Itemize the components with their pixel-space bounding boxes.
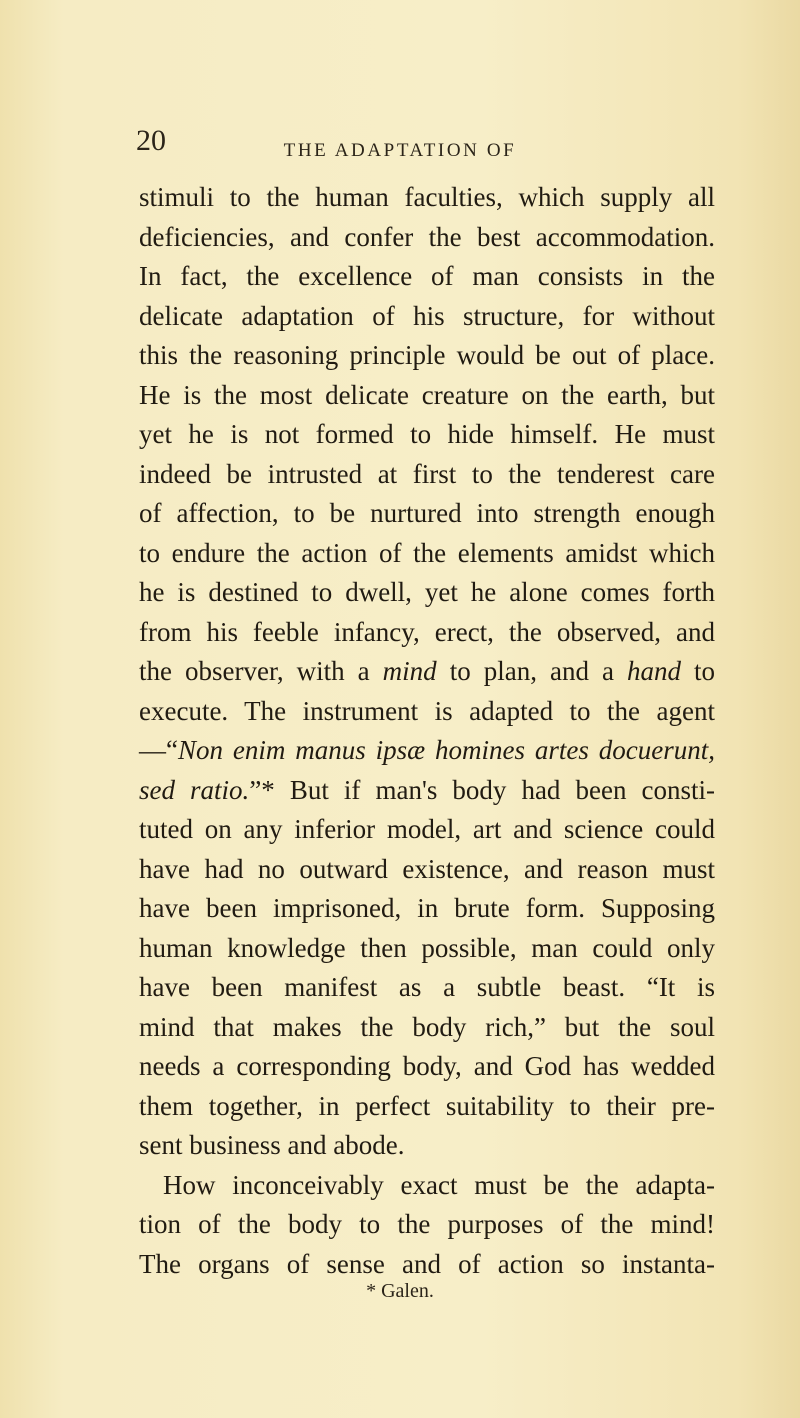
emphasis-mind: mind [382, 656, 437, 686]
text-line: The organs of sense and of action so instanta- [139, 1248, 715, 1279]
latin-quote: Non enim manus ipsæ homines artes docuerunt, [177, 735, 715, 765]
text-line: to endure the action of the elements amidst which [139, 537, 715, 568]
footnote: * Galen. [366, 1280, 434, 1302]
text-line: How inconceivably exact must be the adapta- [163, 1169, 715, 1200]
text-line: indeed be intrusted at first to the tenderest care [139, 458, 715, 489]
text-line: he is destined to dwell, yet he alone comes forth [139, 577, 715, 607]
text-line: In fact, the excellence of man consists in the [139, 261, 715, 291]
text-line: execute. The instrument is adapted to the agent [139, 695, 715, 726]
text-line: the observer, with a mind to plan, and a hand to [139, 656, 715, 686]
running-head: THE ADAPTATION OF [283, 140, 517, 161]
text-line: them together, in perfect suitability to their pre- [139, 1090, 715, 1121]
text-line: deficiencies, and confer the best accommodation. [139, 221, 715, 252]
text-line: from his feeble infancy, erect, the observed, and [139, 616, 715, 647]
page-number: 20 [136, 124, 166, 157]
text-line: of affection, to be nurtured into strength enough [139, 498, 715, 528]
text-line: have been imprisoned, in brute form. Supposing [139, 893, 715, 923]
text-line: yet he is not formed to hide himself. He must [139, 419, 715, 449]
text-line: tuted on any inferior model, art and science could [139, 814, 715, 844]
text-line: delicate adaptation of his structure, for without [139, 300, 715, 331]
text-line: He is the most delicate creature on the earth, but [139, 379, 715, 410]
text-line: sed ratio.”* But if man's body had been consti- [139, 774, 715, 805]
emphasis-hand: hand [626, 656, 681, 686]
text-line: have been manifest as a subtle beast. “It is [139, 972, 715, 1002]
text-line: have had no outward existence, and reason must [139, 853, 715, 884]
text-line: —“Non enim manus ipsæ homines artes docuerunt, [139, 735, 715, 765]
text-line: stimuli to the human faculties, which supply all [139, 182, 715, 212]
text-line: sent business and abode. [139, 1130, 405, 1160]
body-text [139, 178, 715, 1284]
latin-quote: sed ratio. [139, 774, 250, 805]
text-line: needs a corresponding body, and God has wedded [139, 1051, 715, 1081]
text-line: tion of the body to the purposes of the mind! [139, 1209, 715, 1239]
text-line: mind that makes the body rich,” but the soul [139, 1011, 715, 1042]
text-line: human knowledge then possible, man could only [139, 932, 715, 963]
text-line: this the reasoning principle would be out of place. [139, 340, 715, 370]
